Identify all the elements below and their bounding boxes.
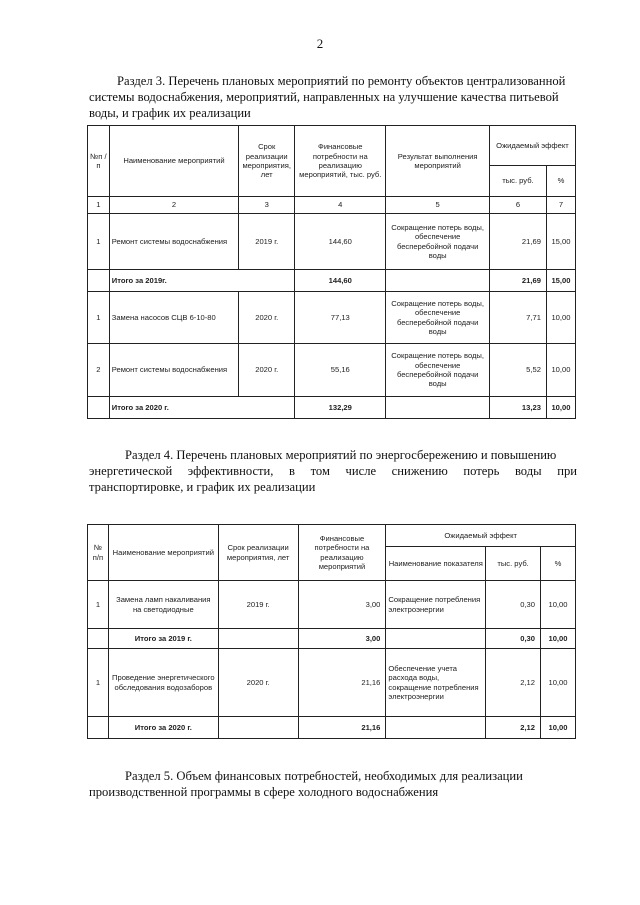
col-header-finance: Финансовые потребности на реализацию мероприятий, тыс. руб.	[295, 126, 386, 197]
row-pct: 10,00	[546, 292, 575, 344]
section3-heading	[89, 73, 577, 121]
table-row	[88, 214, 576, 270]
total-finance: 21,16	[298, 717, 386, 739]
table-row	[88, 344, 576, 397]
row-num: 1	[88, 214, 110, 270]
col-header-result: Результат выполнения мероприятий	[386, 126, 490, 197]
total-row	[88, 397, 576, 419]
col-header-indicator: Наименование показателя	[386, 547, 486, 581]
section4-heading-line: Раздел 4. Перечень плановых мероприятий по энергосбережению и повышению	[125, 448, 557, 462]
col-header-effect: Ожидаемый эффект	[489, 126, 575, 166]
col-header-pct: %	[541, 547, 576, 581]
index-cell: 5	[386, 197, 490, 214]
row-term: 2020 г.	[218, 649, 298, 717]
row-num: 1	[88, 581, 109, 629]
row-finance: 21,16	[298, 649, 386, 717]
row-result: Сокращение потерь воды, обеспечение бесперебойной подачи воды	[386, 292, 490, 344]
row-term: 2019 г.	[239, 214, 295, 270]
col-header-term: Срок реализации мероприятия, лет	[239, 126, 295, 197]
section4-heading-line: энергетической эффективности, в том числе снижению потерь воды при	[89, 464, 577, 478]
total-pct: 10,00	[541, 717, 576, 739]
row-num: 1	[88, 292, 110, 344]
total-rub: 0,30	[486, 629, 541, 649]
row-name: Замена насосов СЦВ 6-10-80	[109, 292, 239, 344]
page-number: 2	[316, 36, 324, 51]
row-indicator: Обеспечение учета расхода воды, сокращение потребления электроэнергии	[386, 649, 486, 717]
section5-heading-line: Раздел 5. Объем финансовых потребностей, необходимых для реализации	[125, 769, 523, 783]
row-result: Сокращение потерь воды, обеспечение бесперебойной подачи воды	[386, 344, 490, 397]
section4-heading	[89, 447, 577, 495]
total-finance: 3,00	[298, 629, 386, 649]
table-row	[88, 649, 576, 717]
index-cell: 6	[489, 197, 546, 214]
section3-heading-line: системы водоснабжения, мероприятий, направленных на улучшение качества питьевой	[89, 90, 559, 104]
row-rub: 2,12	[486, 649, 541, 717]
total-row	[88, 629, 576, 649]
total-pct: 10,00	[541, 629, 576, 649]
col-header-num: № п/п	[88, 525, 109, 581]
row-num: 1	[88, 649, 109, 717]
row-num: 2	[88, 344, 110, 397]
row-pct: 15,00	[546, 214, 575, 270]
total-row	[88, 717, 576, 739]
section4-heading-line: транспортировке, и график их реализации	[89, 480, 316, 494]
col-header-rub: тыс. руб.	[489, 166, 546, 197]
total-row	[88, 270, 576, 292]
row-term: 2020 г.	[239, 292, 295, 344]
col-header-num: №п /п	[88, 126, 110, 197]
index-cell: 3	[239, 197, 295, 214]
row-name: Замена ламп накаливания на светодиодные	[108, 581, 218, 629]
row-pct: 10,00	[541, 649, 576, 717]
col-header-rub: тыс. руб.	[486, 547, 541, 581]
total-label: Итого за 2019 г.	[108, 629, 218, 649]
row-term: 2019 г.	[218, 581, 298, 629]
index-cell: 7	[546, 197, 575, 214]
index-row	[88, 197, 576, 214]
row-pct: 10,00	[546, 344, 575, 397]
row-result: Сокращение потерь воды, обеспечение бесперебойной подачи воды	[386, 214, 490, 270]
row-indicator: Сокращение потребления электроэнергии	[386, 581, 486, 629]
row-name: Проведение энергетического обследования водозаборов	[108, 649, 218, 717]
section3-heading-line: воды, и график их реализации	[89, 106, 251, 120]
section4-table	[87, 524, 576, 739]
total-rub: 13,23	[489, 397, 546, 419]
total-label: Итого за 2019г.	[109, 270, 294, 292]
row-name: Ремонт системы водоснабжения	[109, 214, 239, 270]
row-rub: 5,52	[489, 344, 546, 397]
index-cell: 2	[109, 197, 239, 214]
section5-heading-line: производственной программы в сфере холодного водоснабжения	[89, 785, 439, 799]
index-cell: 4	[295, 197, 386, 214]
total-label: Итого за 2020 г.	[108, 717, 218, 739]
table-row	[88, 581, 576, 629]
col-header-effect: Ожидаемый эффект	[386, 525, 576, 547]
col-header-pct: %	[546, 166, 575, 197]
col-header-name: Наименование мероприятий	[109, 126, 239, 197]
row-finance: 3,00	[298, 581, 386, 629]
total-label: Итого за 2020 г.	[109, 397, 294, 419]
section5-heading	[89, 768, 577, 800]
table-row	[88, 292, 576, 344]
total-finance: 144,60	[295, 270, 386, 292]
row-term: 2020 г.	[239, 344, 295, 397]
row-name: Ремонт системы водоснабжения	[109, 344, 239, 397]
section3-heading-line: Раздел 3. Перечень плановых мероприятий по ремонту объектов централизованной	[117, 74, 566, 88]
col-header-name: Наименование мероприятий	[108, 525, 218, 581]
index-cell: 1	[88, 197, 110, 214]
row-rub: 21,69	[489, 214, 546, 270]
row-pct: 10,00	[541, 581, 576, 629]
row-finance: 55,16	[295, 344, 386, 397]
total-finance: 132,29	[295, 397, 386, 419]
total-rub: 21,69	[489, 270, 546, 292]
row-finance: 144,60	[295, 214, 386, 270]
col-header-term: Срок реализации мероприятия, лет	[218, 525, 298, 581]
total-rub: 2,12	[486, 717, 541, 739]
row-finance: 77,13	[295, 292, 386, 344]
total-pct: 15,00	[546, 270, 575, 292]
row-rub: 7,71	[489, 292, 546, 344]
section3-table	[87, 125, 576, 419]
total-pct: 10,00	[546, 397, 575, 419]
col-header-finance: Финансовые потребности на реализацию мероприятий	[298, 525, 386, 581]
row-rub: 0,30	[486, 581, 541, 629]
